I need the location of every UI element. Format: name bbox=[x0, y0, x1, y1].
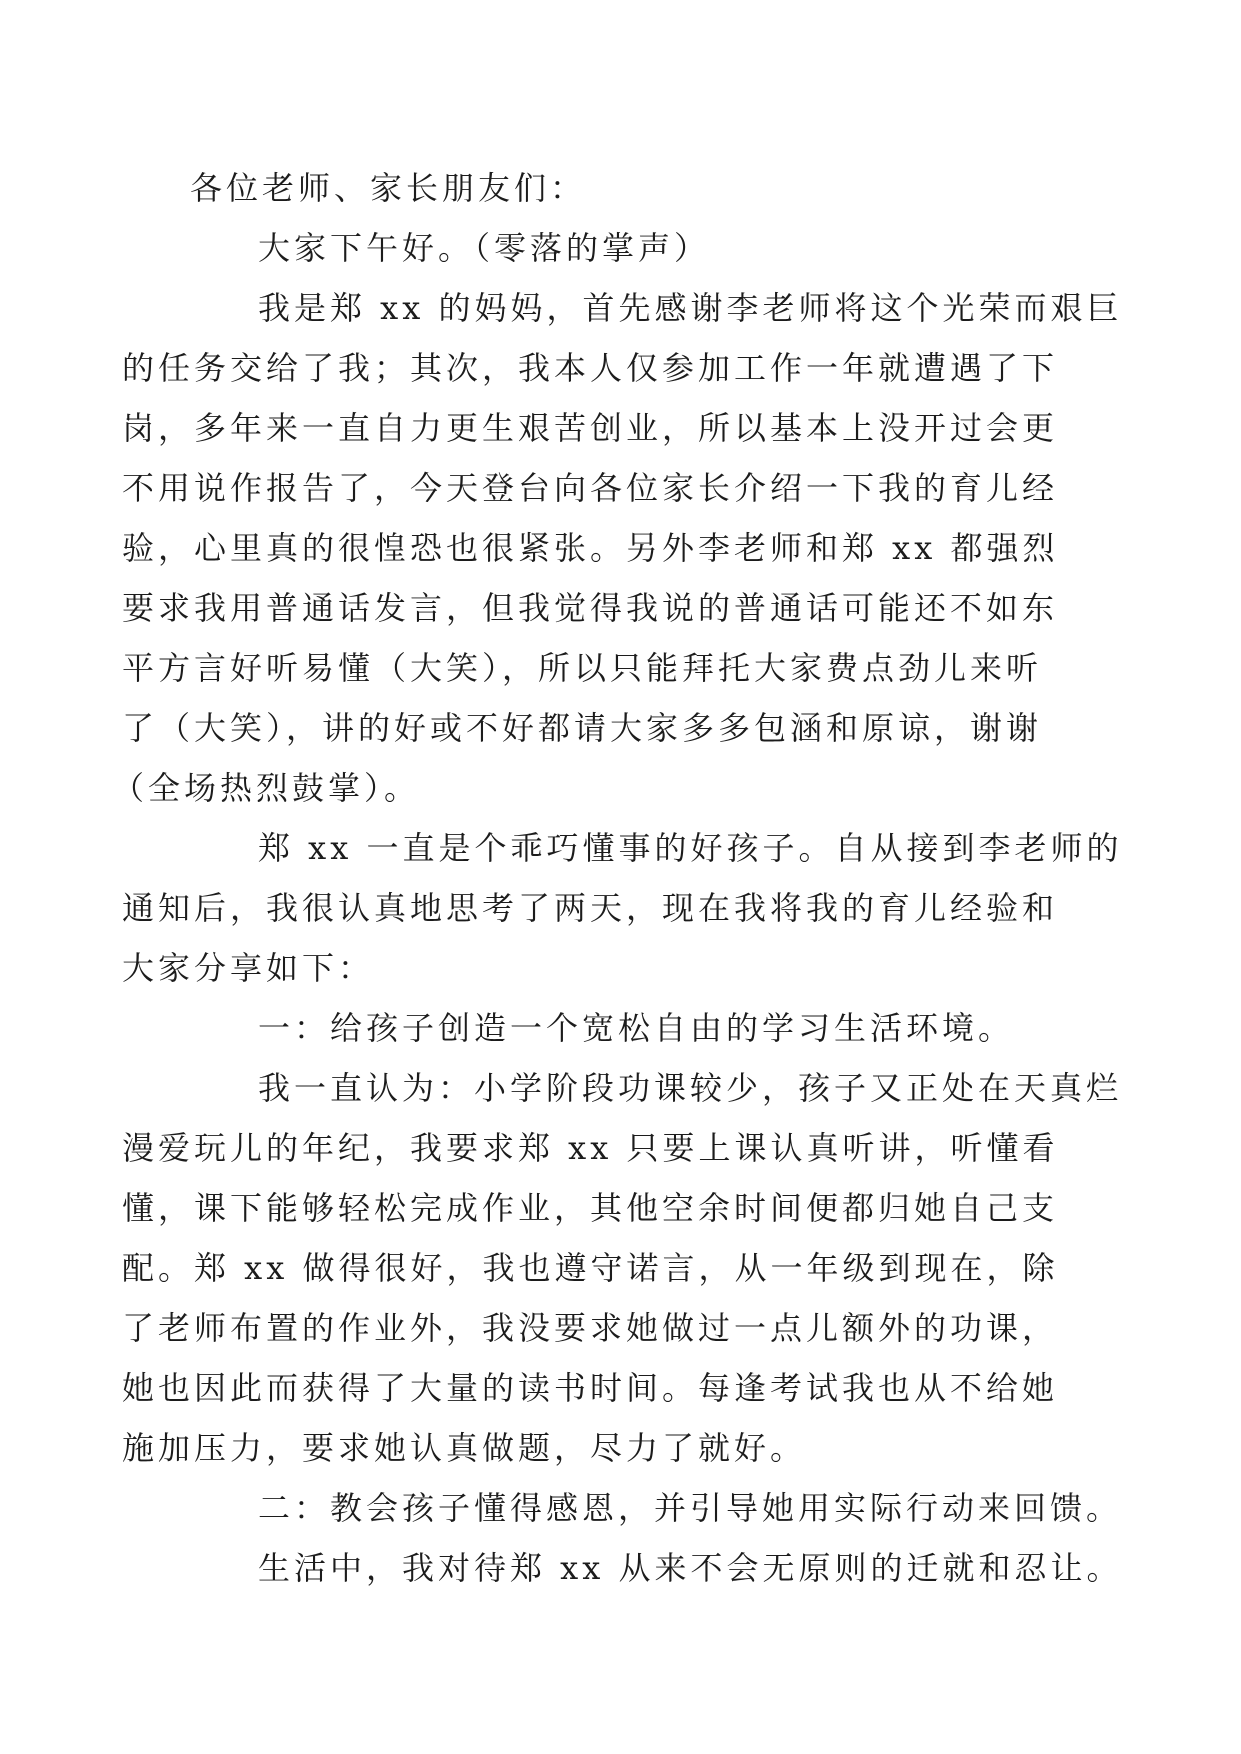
text-line: 大家下午好。（零落的掌声） bbox=[258, 229, 711, 267]
paragraph-point-two bbox=[190, 1538, 1123, 1598]
text-line: 生活中，我对待郑 xx 从来不会无原则的迁就和忍让。 bbox=[258, 1549, 1123, 1587]
text-line: （全场热烈鼓掌）。 bbox=[112, 769, 421, 807]
text-line: 通知后，我很认真地思考了两天，现在我将我的育儿经验和 bbox=[122, 889, 1059, 927]
text-line: 一：给孩子创造一个宽松自由的学习生活环境。 bbox=[258, 1009, 1015, 1047]
text-line: 不用说作报告了，今天登台向各位家长介绍一下我的育儿经 bbox=[122, 469, 1059, 507]
heading-point-two bbox=[190, 1478, 1123, 1538]
text-line: 郑 xx 一直是个乖巧懂事的好孩子。自从接到李老师的 bbox=[258, 829, 1123, 867]
text-line: 施加压力，要求她认真做题，尽力了就好。 bbox=[122, 1429, 807, 1467]
paragraph-greeting bbox=[190, 218, 1060, 278]
text-line: 平方言好听易懂（大笑），所以只能拜托大家费点劲儿来听 bbox=[122, 649, 1043, 687]
paragraph-daughter bbox=[122, 818, 1123, 998]
text-line: 了（大笑），讲的好或不好都请大家多多包涵和原谅，谢谢 bbox=[122, 709, 1043, 747]
text-line: 漫爱玩儿的年纪，我要求郑 xx 只要上课认真听讲，听懂看 bbox=[122, 1129, 1059, 1167]
text-line: 的任务交给了我；其次，我本人仅参加工作一年就遭遇了下 bbox=[122, 349, 1059, 387]
text-line: 了老师布置的作业外，我没要求她做过一点儿额外的功课， bbox=[122, 1309, 1059, 1347]
text-line: 懂，课下能够轻松完成作业，其他空余时间便都归她自己支 bbox=[122, 1189, 1059, 1227]
heading-point-one bbox=[190, 998, 1060, 1058]
text-line: 各位老师、家长朋友们： bbox=[190, 169, 587, 207]
text-line: 要求我用普通话发言，但我觉得我说的普通话可能还不如东 bbox=[122, 589, 1059, 627]
text-line: 我一直认为：小学阶段功课较少，孩子又正处在天真烂 bbox=[258, 1069, 1123, 1107]
text-line: 我是郑 xx 的妈妈，首先感谢李老师将这个光荣而艰巨 bbox=[258, 289, 1123, 327]
paragraph-introduction bbox=[112, 278, 1123, 818]
text-line: 验，心里真的很惶恐也很紧张。另外李老师和郑 xx 都强烈 bbox=[122, 529, 1059, 567]
text-line: 她也因此而获得了大量的读书时间。每逢考试我也从不给她 bbox=[122, 1369, 1059, 1407]
document-body bbox=[112, 158, 1123, 1598]
text-line: 二：教会孩子懂得感恩，并引导她用实际行动来回馈。 bbox=[258, 1489, 1123, 1527]
text-line: 大家分享如下： bbox=[122, 949, 375, 987]
text-line: 岗，多年来一直自力更生艰苦创业，所以基本上没开过会更 bbox=[122, 409, 1059, 447]
paragraph-point-one bbox=[122, 1058, 1123, 1478]
paragraph-salutation bbox=[190, 158, 1060, 218]
text-line: 配。郑 xx 做得很好，我也遵守诺言，从一年级到现在，除 bbox=[122, 1249, 1059, 1287]
